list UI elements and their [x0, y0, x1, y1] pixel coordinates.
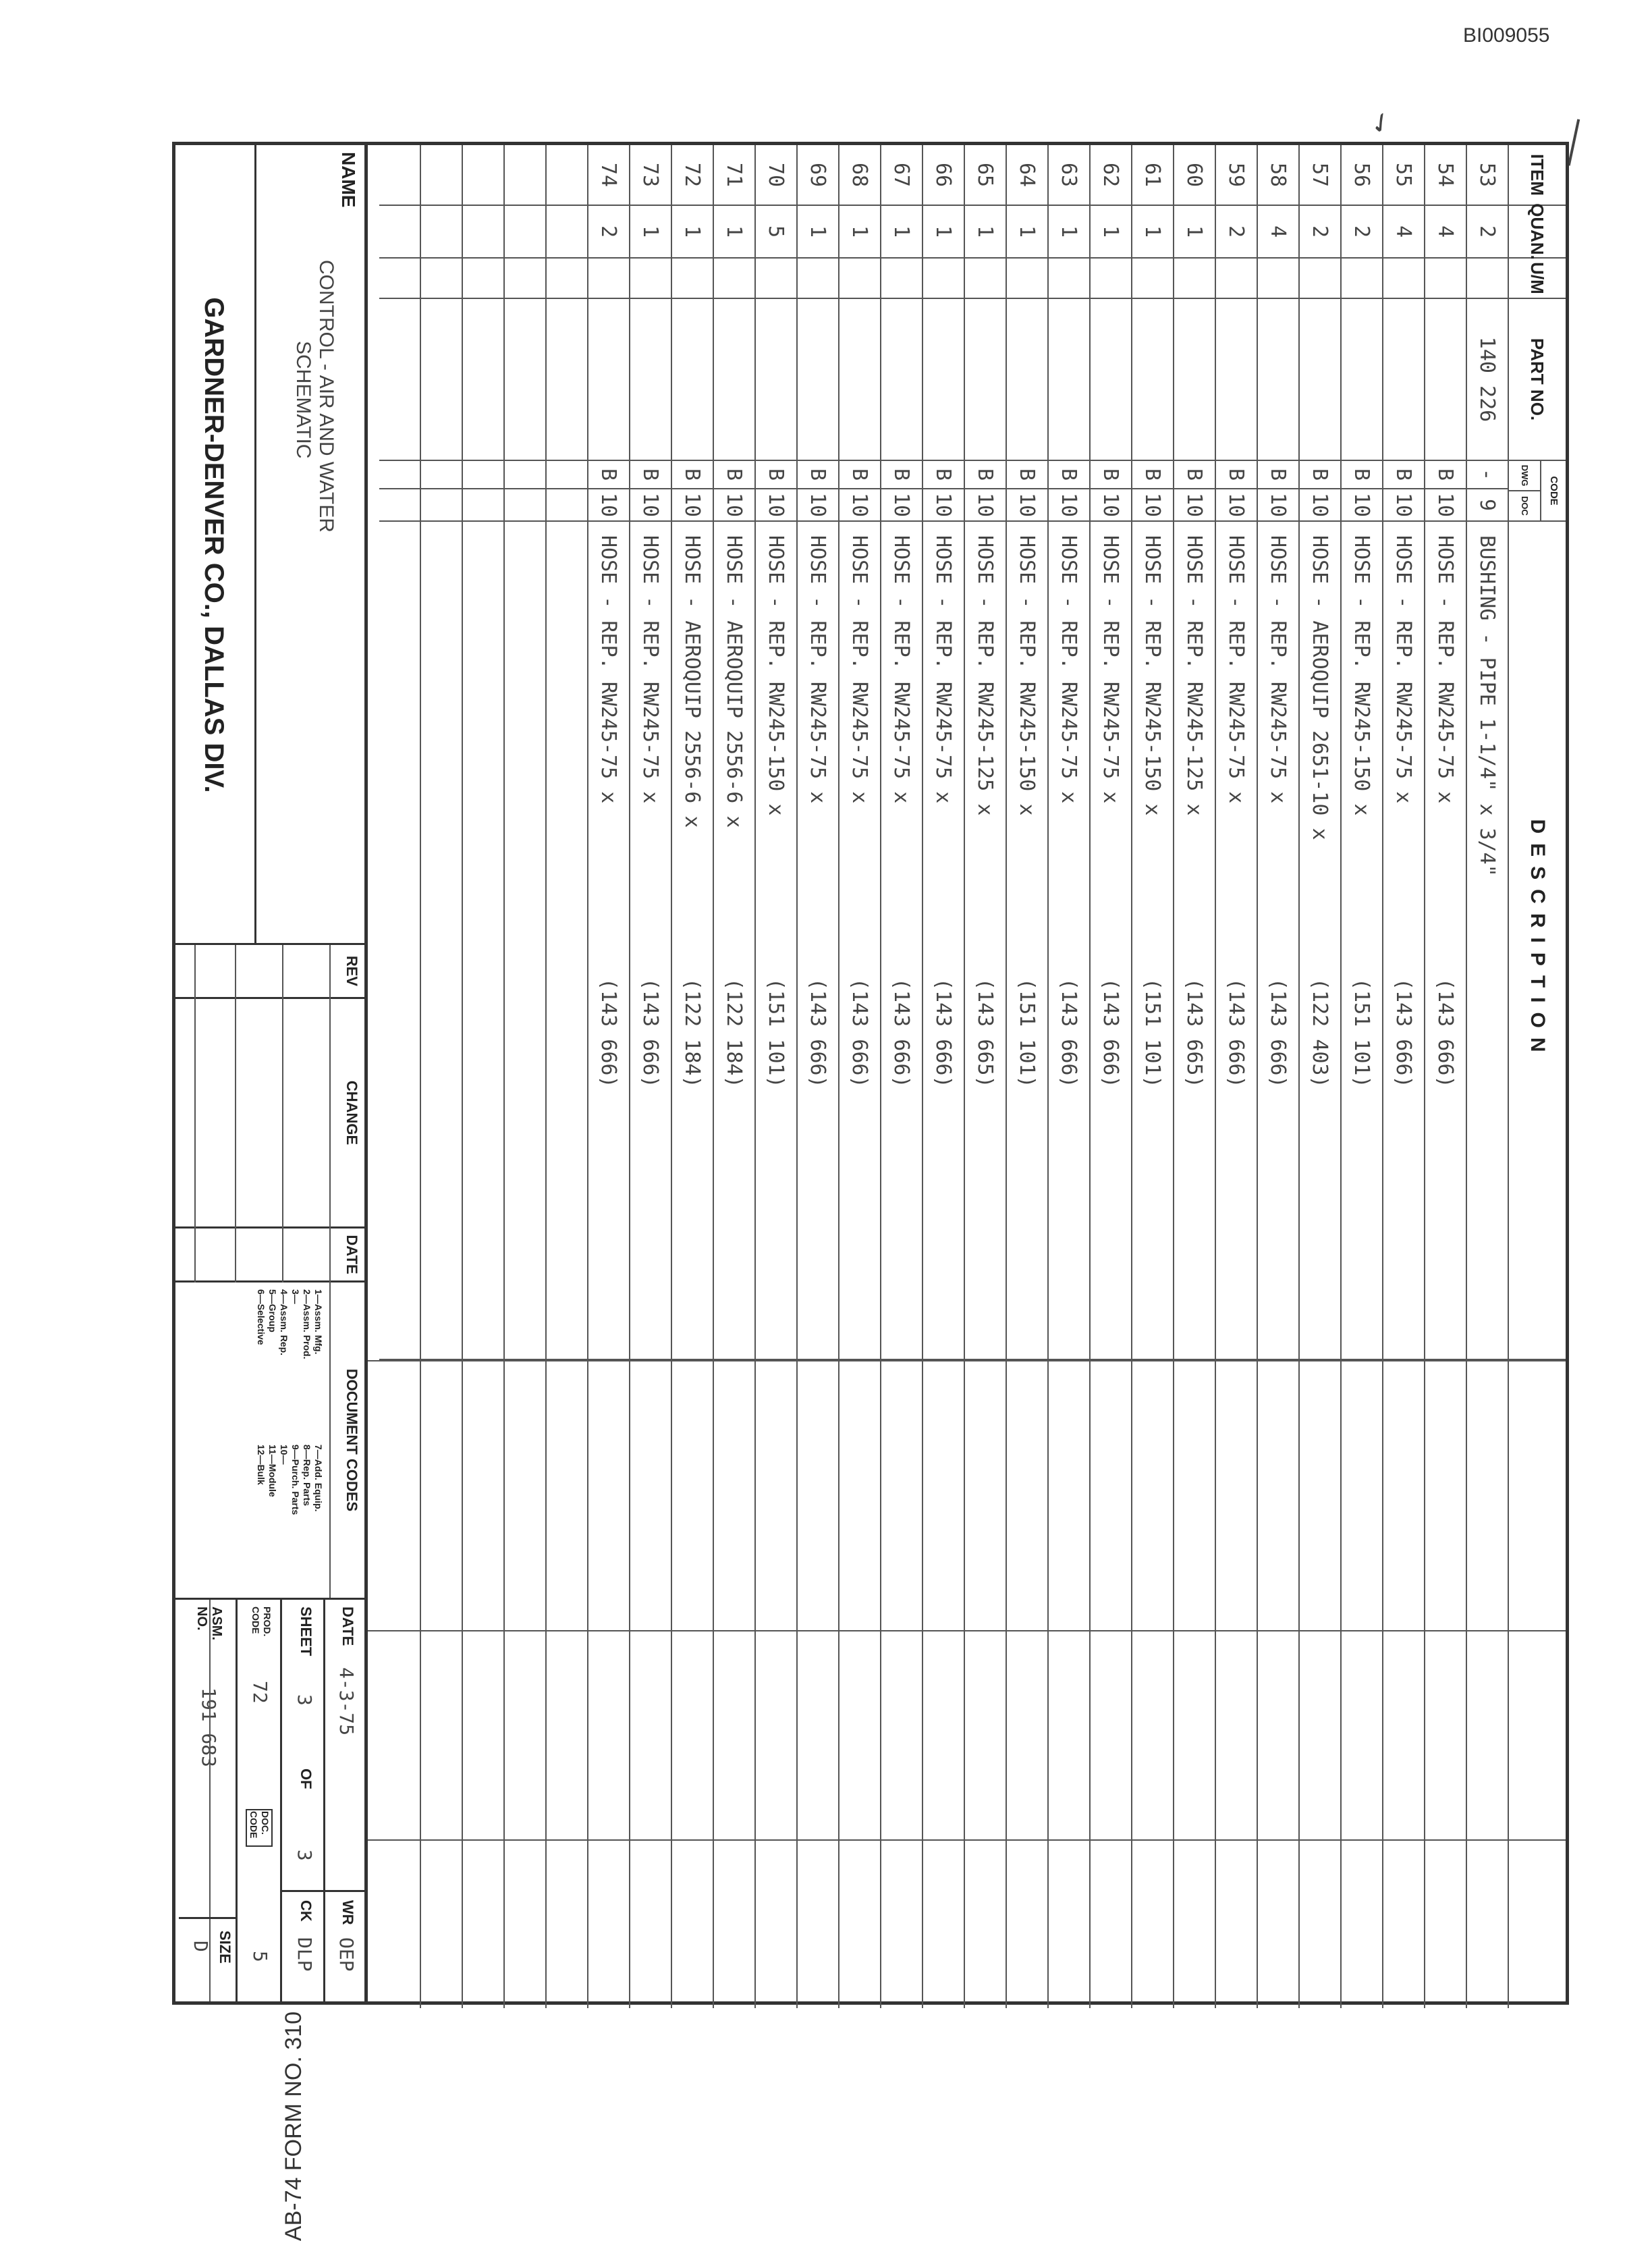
dwg-code-cell: B: [1174, 461, 1215, 489]
item-cell: 67: [881, 145, 922, 206]
um-cell: [630, 259, 671, 299]
table-row: [1091, 145, 1132, 2008]
reference-number: (143 665): [1182, 978, 1207, 1088]
item-cell: 74: [588, 145, 629, 206]
table-row: [1425, 145, 1467, 2008]
table-row: [798, 145, 839, 2008]
company-name: GARDNER-DENVER CO., DALLAS DIV.: [173, 145, 256, 945]
doc-code-cell: 10: [588, 489, 629, 522]
item-cell: [505, 145, 545, 206]
row-sheet: [280, 1600, 325, 2001]
dwg-code-cell: B: [839, 461, 880, 489]
date-value: 4-3-75: [335, 1667, 358, 1736]
dwg-code-cell: -: [1467, 461, 1508, 489]
item-cell: 66: [923, 145, 964, 206]
doc-codes-left: 1—Assm. Mfg. 2—Assm. Prod. 3— 4—Assm. Rep. 5—Group 6—Selective: [256, 1289, 324, 1359]
header-um: U/M: [1509, 259, 1566, 299]
quan-cell: 1: [630, 206, 671, 259]
quan-cell: 2: [1216, 206, 1257, 259]
table-row: [1300, 145, 1342, 2008]
um-cell: [1467, 259, 1508, 299]
reference-number: (122 184): [680, 978, 705, 1088]
dwg-code-cell: B: [1425, 461, 1466, 489]
doc-code-cell: [463, 489, 503, 522]
doc-code-cell: [505, 489, 545, 522]
dwg-code-cell: B: [1342, 461, 1382, 489]
doc-code-cell: 10: [839, 489, 880, 522]
dwg-code-cell: B: [1132, 461, 1173, 489]
quan-cell: [379, 206, 420, 259]
part-no-cell: [1007, 299, 1047, 461]
reference-number: (143 666): [1266, 978, 1290, 1088]
description-cell: HOSE - REP. RW245-75 x: [1049, 522, 1089, 1360]
part-no-cell: [881, 299, 922, 461]
quan-cell: 4: [1258, 206, 1298, 259]
item-cell: 59: [1216, 145, 1257, 206]
doc-codes-label: DOCUMENT CODES: [329, 1282, 364, 1598]
quan-cell: 1: [965, 206, 1006, 259]
part-no-cell: [1300, 299, 1340, 461]
quan-cell: 2: [588, 206, 629, 259]
doc-code-cell: 10: [1049, 489, 1089, 522]
part-no-cell: [588, 299, 629, 461]
quan-cell: [421, 206, 462, 259]
quan-cell: 1: [798, 206, 838, 259]
item-cell: 56: [1342, 145, 1382, 206]
description-cell: HOSE - REP. RW245-75 x: [1383, 522, 1424, 1360]
name-line2: SCHEMATIC: [292, 341, 314, 459]
table-row: [965, 145, 1007, 2008]
sheet-info-box: [175, 1600, 364, 2001]
parts-list-form: [172, 142, 1569, 2241]
item-cell: 58: [1258, 145, 1298, 206]
doc-code-cell: 10: [1383, 489, 1424, 522]
prod-code-value: 72: [249, 1681, 271, 1704]
doc-code-cell: 10: [1425, 489, 1466, 522]
um-cell: [588, 259, 629, 299]
reference-number: (151 101): [1350, 978, 1374, 1088]
doc-code-cell: 10: [798, 489, 838, 522]
reference-number: (143 666): [1392, 978, 1416, 1088]
doc-code-cell: 10: [714, 489, 754, 522]
table-row: [1383, 145, 1425, 2008]
um-cell: [1216, 259, 1257, 299]
doc-code-cell: 10: [923, 489, 964, 522]
quan-cell: [547, 206, 587, 259]
description-cell: [379, 522, 420, 1360]
reference-number: (143 666): [806, 978, 830, 1088]
table-row: [1216, 145, 1258, 2008]
form-number: AB-74 FORM NO. 310: [281, 2012, 306, 2241]
description-cell: HOSE - REP. RW245-75 x: [798, 522, 838, 1360]
um-cell: [1007, 259, 1047, 299]
size-label: SIZE: [217, 1931, 233, 1964]
item-cell: 53: [1467, 145, 1508, 206]
reference-number: (143 666): [931, 978, 956, 1088]
description-cell: HOSE - REP. RW245-75 x: [1258, 522, 1298, 1360]
description-cell: HOSE - REP. RW245-75 x: [839, 522, 880, 1360]
um-cell: [923, 259, 964, 299]
table-row: [505, 145, 547, 2008]
dwg-code-cell: [547, 461, 587, 489]
rev-column: [175, 945, 364, 999]
part-no-cell: [421, 299, 462, 461]
dwg-code-cell: B: [1007, 461, 1047, 489]
table-row: [379, 145, 421, 2008]
quan-cell: 1: [1132, 206, 1173, 259]
um-cell: [714, 259, 754, 299]
quan-cell: 1: [1049, 206, 1089, 259]
part-no-cell: [547, 299, 587, 461]
um-cell: [1383, 259, 1424, 299]
change-column: [175, 999, 364, 1228]
dwg-code-cell: B: [923, 461, 964, 489]
description-cell: HOSE - REP. RW245-150 x: [1342, 522, 1382, 1360]
part-no-cell: [630, 299, 671, 461]
doc-code-cell: 10: [1007, 489, 1047, 522]
table-row: [547, 145, 588, 2008]
rev-label: REV: [343, 955, 360, 987]
doc-code-value: 5: [249, 1951, 271, 1962]
table-row: [463, 145, 505, 2008]
item-cell: 73: [630, 145, 671, 206]
part-no-cell: [1342, 299, 1382, 461]
quan-cell: 2: [1300, 206, 1340, 259]
part-no-cell: [839, 299, 880, 461]
description-cell: HOSE - REP. RW245-75 x: [630, 522, 671, 1360]
table-row: [1007, 145, 1049, 2008]
header-code-label: CODE: [1540, 461, 1566, 520]
title-block: [172, 142, 368, 2005]
part-no-cell: [923, 299, 964, 461]
description-cell: BUSHING - PIPE 1-1/4" x 3/4": [1467, 522, 1508, 1360]
part-no-cell: [379, 299, 420, 461]
item-cell: 69: [798, 145, 838, 206]
item-cell: [379, 145, 420, 206]
part-no-cell: [798, 299, 838, 461]
dwg-code-cell: B: [1049, 461, 1089, 489]
description-cell: HOSE - REP. RW245-125 x: [965, 522, 1006, 1360]
item-cell: [463, 145, 503, 206]
description-cell: HOSE - REP. RW245-75 x: [881, 522, 922, 1360]
um-cell: [505, 259, 545, 299]
part-no-cell: [505, 299, 545, 461]
doc-code-cell: 10: [1174, 489, 1215, 522]
of-value: 3: [294, 1850, 316, 1861]
doc-code-cell: 10: [881, 489, 922, 522]
quan-cell: 1: [1007, 206, 1047, 259]
item-cell: 68: [839, 145, 880, 206]
sheet-label: SHEET: [298, 1606, 314, 1656]
quan-cell: 1: [714, 206, 754, 259]
part-no-cell: [1091, 299, 1131, 461]
item-cell: 54: [1425, 145, 1466, 206]
header-item: ITEM: [1509, 145, 1566, 206]
reference-number: (151 101): [1140, 978, 1165, 1088]
part-no-cell: [1174, 299, 1215, 461]
item-cell: 65: [965, 145, 1006, 206]
description-cell: HOSE - REP. RW245-75 x: [1425, 522, 1466, 1360]
part-no-cell: [714, 299, 754, 461]
table-row: [672, 145, 714, 2008]
date-column: [175, 1228, 364, 1282]
header-code: [1509, 461, 1566, 522]
item-cell: 70: [756, 145, 796, 206]
dwg-code-cell: B: [672, 461, 713, 489]
item-cell: 55: [1383, 145, 1424, 206]
header-description: DESCRIPTION: [1509, 522, 1566, 1360]
table-row: [630, 145, 672, 2008]
part-no-cell: [1383, 299, 1424, 461]
dwg-code-cell: [379, 461, 420, 489]
quan-cell: 5: [756, 206, 796, 259]
description-cell: [421, 522, 462, 1360]
row-date: [323, 1600, 364, 2001]
header-quan: QUAN.: [1509, 206, 1566, 259]
dwg-code-cell: [505, 461, 545, 489]
doc-code-cell: 10: [1300, 489, 1340, 522]
dwg-code-cell: B: [630, 461, 671, 489]
reference-number: (151 101): [1015, 978, 1039, 1088]
um-cell: [421, 259, 462, 299]
doc-code-cell: 10: [1216, 489, 1257, 522]
rule: [329, 945, 331, 1282]
um-cell: [756, 259, 796, 299]
um-cell: [881, 259, 922, 299]
description-cell: HOSE - REP. RW245-150 x: [756, 522, 796, 1360]
reference-number: (143 666): [597, 978, 621, 1088]
reference-number: (122 184): [722, 978, 746, 1088]
item-cell: 60: [1174, 145, 1215, 206]
dwg-code-cell: [421, 461, 462, 489]
description-cell: HOSE - REP. RW245-75 x: [1091, 522, 1131, 1360]
rule: [235, 945, 236, 1282]
dwg-code-cell: B: [756, 461, 796, 489]
reference-number: (143 666): [1057, 978, 1081, 1088]
um-cell: [1049, 259, 1089, 299]
um-cell: [1132, 259, 1173, 299]
quan-cell: 1: [881, 206, 922, 259]
quan-cell: 1: [1174, 206, 1215, 259]
doc-code-cell: 10: [1091, 489, 1131, 522]
wr-value: OEP: [335, 1937, 358, 1972]
wr-label: WR: [339, 1900, 356, 1925]
doc-code-cell: 10: [1342, 489, 1382, 522]
header-dwg: DWG: [1509, 461, 1540, 491]
rule: [194, 945, 196, 1282]
quan-cell: 1: [672, 206, 713, 259]
change-label: CHANGE: [343, 1080, 360, 1145]
row-asm: [179, 1600, 238, 2001]
item-cell: [421, 145, 462, 206]
doc-code-cell: 10: [965, 489, 1006, 522]
quan-cell: [505, 206, 545, 259]
of-label: OF: [298, 1769, 314, 1789]
um-cell: [839, 259, 880, 299]
um-cell: [379, 259, 420, 299]
um-cell: [798, 259, 838, 299]
doc-code-label: DOC. CODE: [246, 1809, 273, 1847]
description-cell: HOSE - AEROQUIP 2556-6 x: [714, 522, 754, 1360]
reference-number: (151 101): [764, 978, 788, 1088]
description-cell: HOSE - REP. RW245-75 x: [923, 522, 964, 1360]
item-cell: 62: [1091, 145, 1131, 206]
dwg-code-cell: B: [714, 461, 754, 489]
table-row: [714, 145, 756, 2008]
row-codes: [236, 1600, 282, 2001]
description-cell: HOSE - REP. RW245-75 x: [1216, 522, 1257, 1360]
asm-label: ASM. NO.: [194, 1606, 224, 1640]
part-no-cell: [1258, 299, 1298, 461]
quan-cell: 2: [1467, 206, 1508, 259]
um-cell: [965, 259, 1006, 299]
part-no-cell: [463, 299, 503, 461]
description-cell: [547, 522, 587, 1360]
name-line1: CONTROL - AIR AND WATER: [315, 260, 337, 533]
doc-code-cell: [421, 489, 462, 522]
description-cell: HOSE - AEROQUIP 2556-6 x: [672, 522, 713, 1360]
doc-code-cell: 10: [1258, 489, 1298, 522]
quan-cell: 2: [1342, 206, 1382, 259]
reference-number: (143 666): [848, 978, 872, 1088]
dwg-code-cell: B: [881, 461, 922, 489]
um-cell: [1174, 259, 1215, 299]
quan-cell: 1: [1091, 206, 1131, 259]
dwg-code-cell: B: [1258, 461, 1298, 489]
doc-codes-right: 7—Add. Equip. 8—Rep. Parts 9—Purch. Parts 10— 11—Module 12—Bulk: [256, 1444, 324, 1515]
dwg-code-cell: B: [1383, 461, 1424, 489]
item-cell: 61: [1132, 145, 1173, 206]
table-row: [1258, 145, 1300, 2008]
quan-cell: 1: [839, 206, 880, 259]
dwg-code-cell: B: [1091, 461, 1131, 489]
table-row: [839, 145, 881, 2008]
um-cell: [547, 259, 587, 299]
table-row: [1342, 145, 1383, 2008]
um-cell: [1425, 259, 1466, 299]
item-cell: 71: [714, 145, 754, 206]
name-label: NAME: [338, 152, 359, 208]
reference-number: (143 666): [1099, 978, 1123, 1088]
description-cell: HOSE - REP. RW245-150 x: [1132, 522, 1173, 1360]
reference-number: (122 403): [1308, 978, 1332, 1088]
document-id: BI009055: [1463, 24, 1550, 47]
name-box: [175, 145, 364, 945]
rule: [282, 945, 283, 1282]
ck-value: DLP: [294, 1937, 316, 1972]
description-cell: HOSE - REP. RW245-150 x: [1007, 522, 1047, 1360]
table-row: [923, 145, 965, 2008]
doc-code-cell: 10: [756, 489, 796, 522]
document-codes-box: [175, 1282, 364, 1600]
header-part-no: PART NO.: [1509, 299, 1566, 461]
item-cell: [547, 145, 587, 206]
date-field-label: DATE: [339, 1606, 356, 1646]
part-no-cell: [1216, 299, 1257, 461]
table-row: [881, 145, 923, 2008]
prod-code-label: PROD. CODE: [250, 1606, 273, 1637]
description-cell: [505, 522, 545, 1360]
reference-number: (143 665): [973, 978, 997, 1088]
dwg-code-cell: [463, 461, 503, 489]
asm-value: 191 683: [198, 1688, 220, 1768]
dwg-code-cell: B: [1300, 461, 1340, 489]
dwg-code-cell: B: [588, 461, 629, 489]
header-doc: DOC: [1520, 496, 1530, 516]
divider: [282, 1890, 325, 1892]
um-cell: [1091, 259, 1131, 299]
date-label: DATE: [343, 1235, 360, 1274]
item-cell: 64: [1007, 145, 1047, 206]
dwg-code-cell: B: [798, 461, 838, 489]
item-cell: 57: [1300, 145, 1340, 206]
ck-label: CK: [298, 1900, 314, 1922]
dwg-code-cell: B: [1216, 461, 1257, 489]
table-row: [421, 145, 463, 2008]
divider: [179, 1917, 238, 1919]
size-value: D: [190, 1941, 212, 1952]
part-no-cell: [672, 299, 713, 461]
doc-code-cell: 10: [672, 489, 713, 522]
doc-code-cell: 9: [1467, 489, 1508, 522]
table-row: [1174, 145, 1216, 2008]
divider: [325, 1890, 364, 1892]
description-cell: HOSE - REP. RW245-125 x: [1174, 522, 1215, 1360]
um-cell: [1300, 259, 1340, 299]
part-no-cell: [1425, 299, 1466, 461]
dwg-code-cell: B: [965, 461, 1006, 489]
item-cell: 72: [672, 145, 713, 206]
doc-code-cell: [379, 489, 420, 522]
um-cell: [1342, 259, 1382, 299]
part-no-cell: [965, 299, 1006, 461]
doc-code-cell: 10: [630, 489, 671, 522]
check-stroke: [1568, 119, 1580, 165]
um-cell: [672, 259, 713, 299]
reference-number: (143 666): [1433, 978, 1458, 1088]
reference-number: (143 666): [638, 978, 663, 1088]
description-cell: HOSE - AEROQUIP 2651-10 x: [1300, 522, 1340, 1360]
part-no-cell: [1049, 299, 1089, 461]
table-row: [1467, 145, 1509, 2008]
part-no-cell: 140 226: [1467, 299, 1508, 461]
um-cell: [463, 259, 503, 299]
check-mark: ✓: [1364, 105, 1399, 142]
table-row: [588, 145, 630, 2008]
table-row: [756, 145, 798, 2008]
reference-number: (143 666): [1224, 978, 1248, 1088]
parts-table: [368, 142, 1569, 2005]
table-row: [1049, 145, 1091, 2008]
reference-number: (143 666): [889, 978, 914, 1088]
um-cell: [1258, 259, 1298, 299]
quan-cell: 1: [923, 206, 964, 259]
quan-cell: 4: [1425, 206, 1466, 259]
item-cell: 63: [1049, 145, 1089, 206]
description-cell: [463, 522, 503, 1360]
doc-code-cell: 10: [1132, 489, 1173, 522]
part-no-cell: [756, 299, 796, 461]
doc-code-cell: [547, 489, 587, 522]
table-row: [1132, 145, 1174, 2008]
part-no-cell: [1132, 299, 1173, 461]
quan-cell: [463, 206, 503, 259]
sheet-value: 3: [294, 1694, 316, 1706]
description-cell: HOSE - REP. RW245-75 x: [588, 522, 629, 1360]
quan-cell: 4: [1383, 206, 1424, 259]
